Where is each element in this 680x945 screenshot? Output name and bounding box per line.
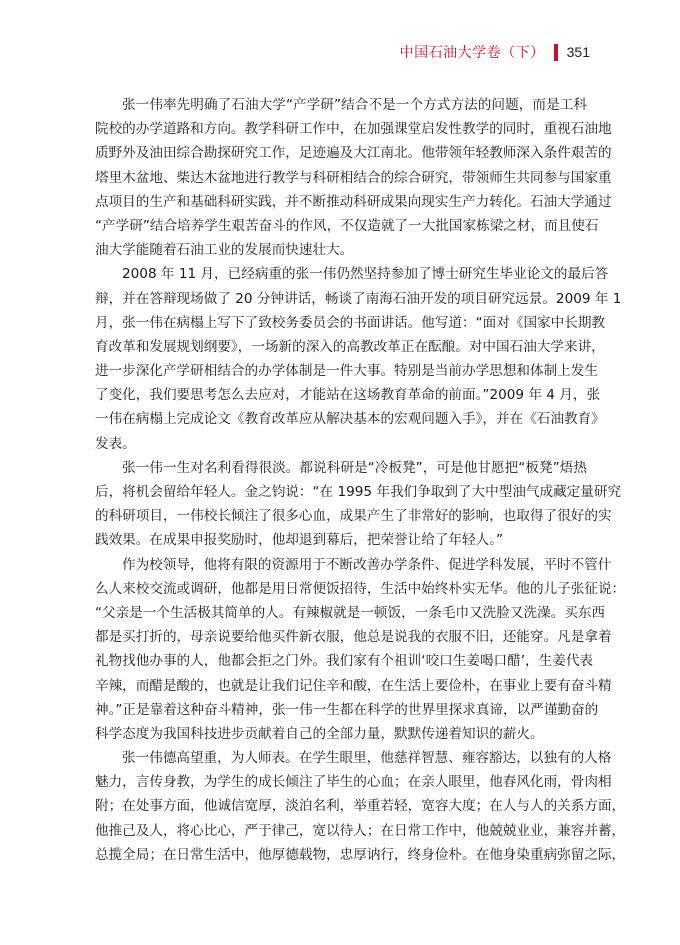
- text-line: 的科研项目，一伟校长倾注了很多心血，成果产生了非常好的影响，也取得了很好的实: [95, 508, 612, 525]
- text-line: 张一伟率先明确了石油大学“产学研”结合不是一个方式方法的问题，而是工科: [122, 97, 587, 113]
- text-line: 育改革和发展规划纲要》，一场新的深入的高教改革正在酝酿。对中国石油大学来讲，: [95, 338, 605, 355]
- text-line: 发表。: [95, 435, 136, 452]
- text-line: 2008 年 11 月，已经病重的张一伟仍然坚持参加了博士研究生毕业论文的最后答: [122, 266, 609, 283]
- text-line: 塔里木盆地、柴达木盆地进行教学与科研相结合的综合研究，带领师生共同参与国家重: [95, 169, 612, 186]
- text-line: 都是买打折的，母亲说要给他买件新衣服，他总是说我的衣服不旧，还能穿。凡是拿着: [95, 629, 612, 646]
- header-divider: [554, 44, 558, 61]
- text-line: 辩，并在答辩现场做了 20 分钟讲话，畅谈了南海石油开发的项目研究远景。2009 年 1: [95, 290, 622, 307]
- paragraph: [95, 93, 612, 262]
- text-line: 后，将机会留给年轻人。金之钧说：“在 1995 年我们争取到了大中型油气成藏定量研究: [95, 484, 622, 500]
- text-line: 作为校领导，他将有限的资源用于不断改善办学条件、促进学科发展，平时不管什: [122, 556, 612, 573]
- book-title: 中国石油大学卷（下）: [399, 45, 545, 61]
- running-header: [400, 42, 590, 62]
- body-text: [95, 93, 626, 867]
- text-line: 张一伟一生对名利看得很淡。都说科研是“冷板凳”，可是他甘愿把“板凳”焐热: [122, 459, 587, 476]
- text-line: 质野外及油田综合勘探研究工作，足迹遍及大江南北。他带领年轻教师深入条件艰苦的: [95, 145, 612, 162]
- text-line: 他推己及人，将心比心，严于律己，宽以待人；在日常工作中，他兢兢业业，兼容并蓄，: [95, 822, 626, 839]
- text-line: 么人来校交流或调研，他都是用日常便饭招待，生活中始终朴实无华。他的儿子张征说：: [95, 580, 626, 597]
- text-line: 辛辣，而醋是酸的，也就是让我们记住辛和酸，在生活上要俭朴，在事业上要有奋斗精: [95, 677, 612, 694]
- text-line: 油大学能随着石油工业的发展而快速壮大。: [95, 242, 354, 259]
- paragraph: [95, 746, 626, 867]
- text-line: 点项目的生产和基础科研实践，并不断推动科研成果向现实生产力转化。石油大学通过: [95, 193, 612, 210]
- text-line: 月，张一伟在病榻上写下了致校务委员会的书面讲话。他写道：“面对《国家中长期教: [95, 314, 606, 331]
- text-line: 附；在处事方面，他诚信宽厚，淡泊名利，举重若轻，宽容大度；在人与人的关系方面，: [95, 798, 626, 815]
- text-line: 礼物找他办事的人，他都会拒之门外。我们家有个祖训‘咬口生姜喝口醋’，生姜代表: [95, 653, 594, 670]
- text-line: 院校的办学道路和方向。教学科研工作中，在加强课堂启发性教学的同时，重视石油地: [95, 121, 612, 138]
- text-line: 总揽全局；在日常生活中，他厚德载物，忠厚讷行，终身俭朴。在他身染重病弥留之际，: [95, 846, 626, 863]
- text-line: 神。”正是靠着这种奋斗精神，张一伟一生都在科学的世界里探求真谛，以严谨勤奋的: [95, 701, 599, 718]
- text-line: “父亲是一个生活极其简单的人。有辣椒就是一顿饭，一条毛巾又洗脸又洗澡。买东西: [95, 604, 606, 621]
- text-line: “产学研”结合培养学生艰苦奋斗的作风，不仅造就了一大批国家栋梁之材，而且使石: [95, 217, 599, 234]
- paragraph: [95, 456, 622, 553]
- text-line: 张一伟德高望重，为人师表。在学生眼里，他慈祥智慧、雍容豁达，以独有的人格: [122, 750, 612, 767]
- text-line: 了变化，我们要思考怎么去应对，才能站在这场教育革命的前面。”2009 年 4 月，张: [95, 387, 601, 404]
- paragraph: [95, 553, 626, 747]
- text-line: 魅力，言传身教，为学生的成长倾注了毕生的心血；在亲人眼里，他春风化雨，骨肉相: [95, 774, 612, 791]
- text-line: 进一步深化产学研相结合的办学体制是一件大事。特别是当前办学思想和体制上发生: [95, 363, 598, 380]
- text-line: 一伟在病榻上完成论文《教育改革应从解决基本的宏观问题入手》，并在《石油教育》: [95, 411, 605, 428]
- paragraph: [95, 262, 622, 456]
- text-line: 践效果。在成果申报奖励时，他却退到幕后，把荣誉让给了年轻人。”: [95, 532, 504, 549]
- text-line: 科学态度为我国科技进步贡献着自己的全部力量，默默传递着知识的薪火。: [95, 725, 544, 742]
- page-number: 351: [566, 44, 590, 60]
